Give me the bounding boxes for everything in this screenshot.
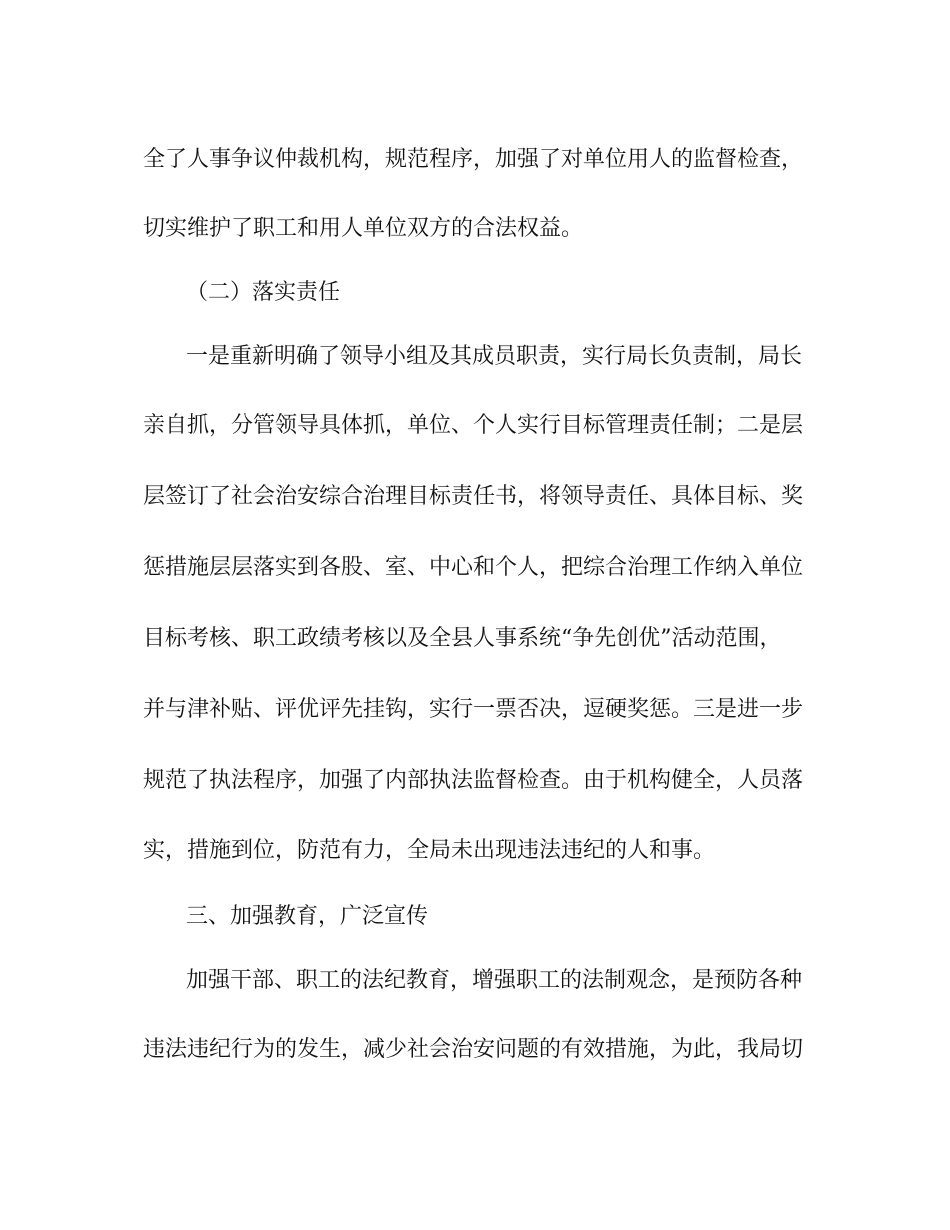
paragraph-line: 加强干部、职工的法纪教育，增强职工的法制观念，是预防各种	[186, 968, 803, 993]
paragraph-line: 规范了执法程序，加强了内部执法监督检查。由于机构健全，人员落	[143, 768, 804, 793]
paragraph-line: 一是重新明确了领导小组及其成员职责，实行局长负责制，局长	[186, 344, 803, 369]
paragraph-line: 全了人事争议仲裁机构，规范程序，加强了对单位用人的监督检查，	[143, 147, 804, 172]
paragraph-line: 目标考核、职工政绩考核以及全县人事系统“争先创优”活动范围，	[143, 626, 782, 651]
paragraph-line: 亲自抓，分管领导具体抓，单位、个人实行目标管理责任制；二是层	[143, 413, 804, 438]
section-heading: 三、加强教育，广泛宣传	[186, 904, 429, 929]
paragraph-line: 并与津补贴、评优评先挂钩，实行一票否决，逗硬奖惩。三是进一步	[143, 697, 804, 722]
paragraph-line: 惩措施层层落实到各股、室、中心和个人，把综合治理工作纳入单位	[143, 555, 804, 580]
section-heading: （二）落实责任	[186, 280, 341, 305]
paragraph-line: 实，措施到位，防范有力，全局未出现违法违纪的人和事。	[143, 838, 716, 863]
paragraph-line: 切实维护了职工和用人单位双方的合法权益。	[143, 216, 584, 241]
paragraph-line: 违法违纪行为的发生，减少社会治安问题的有效措施，为此，我局切	[143, 1037, 804, 1062]
paragraph-line: 层签订了社会治安综合治理目标责任书，将领导责任、具体目标、奖	[143, 484, 804, 509]
